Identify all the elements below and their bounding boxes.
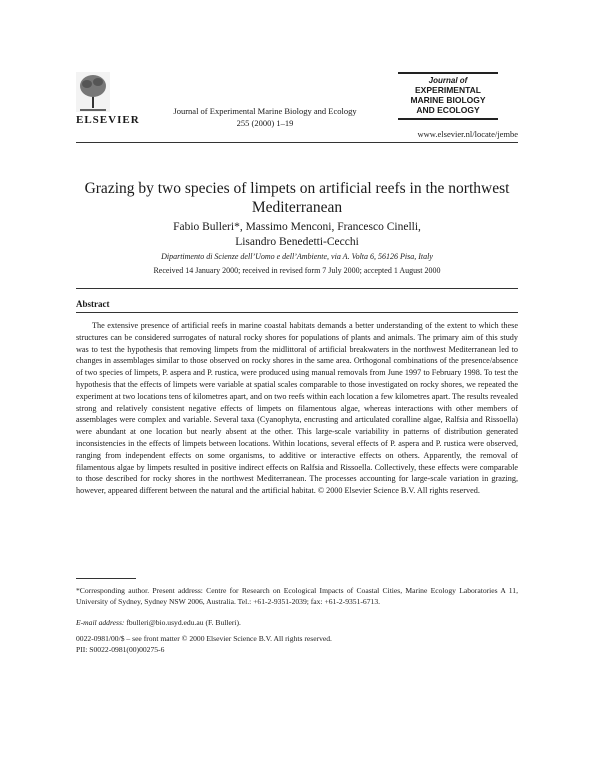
abstract-body: The extensive presence of artificial reefs in marine coastal habitats demands a better understanding of the extent to which these structures can be considered surrogates of natural rocky shores for populations of plants and animals. The primary aim of this study was to test the hypothesis that removing limpets from the midlittoral of artificial breakwaters in the northwest Mediterranean led to changes in assemblages similar to those observed on rocky shores in the same area. Orthogonal combinations of the presence/absence of two species of limpets, P. aspera and P. rustica, were produced using manual removals from June 1997 to February 1998. To test the hypothesis that the effects of limpets were variable at spatial scales comparable to those investigated on rocky shores, we repeated the experiment at two locations tens of kilometres apart, and on two reefs within each location a few kilometres apart. The results revealed strong and relatively consistent negative effects of limpets on filamentous algae, whereas interactions with other members of assemblages were complex and variable. Several taxa (Cyanophyta, encrusting and articulated coralline algae, Ralfsia and Rissoella) were abundant at one location but nearly absent at the other. This large-scale variability in patterns of distribution generated inconsistencies in the effects of limpets between locations. Within locations, several effects of P. aspera and P. rustica were observed, ranging from independent effects on some organisms, to additive or interactive effects on others. Apparently, the removal of filamentous algae by limpets resulted in positive indirect effects on Ralfsia and Rissoella. Collectively, these effects were comparable to those described for rocky shores in the northwest Mediterranean. The processes accounting for large-scale variation in grazing, however, appeared different between the natural and the artificial habitat. © 2000 Elsevier Science B.V. All rights reserved. [76,321,518,496]
masthead-line1: EXPERIMENTAL [415,85,481,95]
elsevier-tree-logo [76,72,110,112]
authors-line2: Lisandro Benedetti-Cecchi [235,236,359,248]
email-line [76,618,518,627]
masthead-line3: AND ECOLOGY [416,105,480,115]
masthead-rule-bottom [398,118,498,120]
email-address[interactable]: fbulleri@bio.usyd.edu.au (F. Bulleri). [126,618,241,627]
abstract-heading: Abstract [76,299,110,309]
masthead-line2: MARINE BIOLOGY [410,95,486,105]
masthead-rule-top [398,72,498,74]
authors-line1: Fabio Bulleri*, Massimo Menconi, Francesco Cinelli, [173,221,421,233]
front-matter [76,634,518,655]
journal-citation [150,105,380,129]
pii-line: PII: S0022-0981(00)00275-6 [76,644,165,654]
journal-masthead [378,72,518,120]
publisher-name: ELSEVIER [76,114,140,126]
corresponding-author-note: *Corresponding author. Present address: Centre for Research on Ecological Impacts of Coastal Cities, Marine Ecology Laboratories A 11, University of Sydney, Sydney NSW 2006, Australia. Tel.: +61-2-9351-2039; fax: +61-2-9351-6713. [76,586,518,606]
abstract-heading-rule [76,312,518,313]
header-divider [76,142,518,143]
journal-volume: 255 (2000) 1–19 [236,118,294,128]
email-label: E-mail address: [76,618,125,627]
abstract-divider-top [76,288,518,289]
received-dates: Received 14 January 2000; received in revised form 7 July 2000; accepted 1 August 2000 [153,266,441,275]
journal-url[interactable]: www.elsevier.nl/locate/jembe [417,129,518,139]
masthead-journal-of: Journal of [428,76,468,85]
journal-name: Journal of Experimental Marine Biology and Ecology [173,106,357,116]
footnote-rule [76,578,136,579]
author-list [76,220,518,250]
issn-line: 0022-0981/00/$ – see front matter © 2000 Elsevier Science B.V. All rights reserved. [76,634,332,643]
affiliation: Dipartimento di Scienze dell’Uomo e dell’Ambiente, via A. Volta 6, 56126 Pisa, Italy [161,252,433,261]
article-title: Grazing by two species of limpets on artificial reefs in the northwest Mediterranean [84,180,510,216]
